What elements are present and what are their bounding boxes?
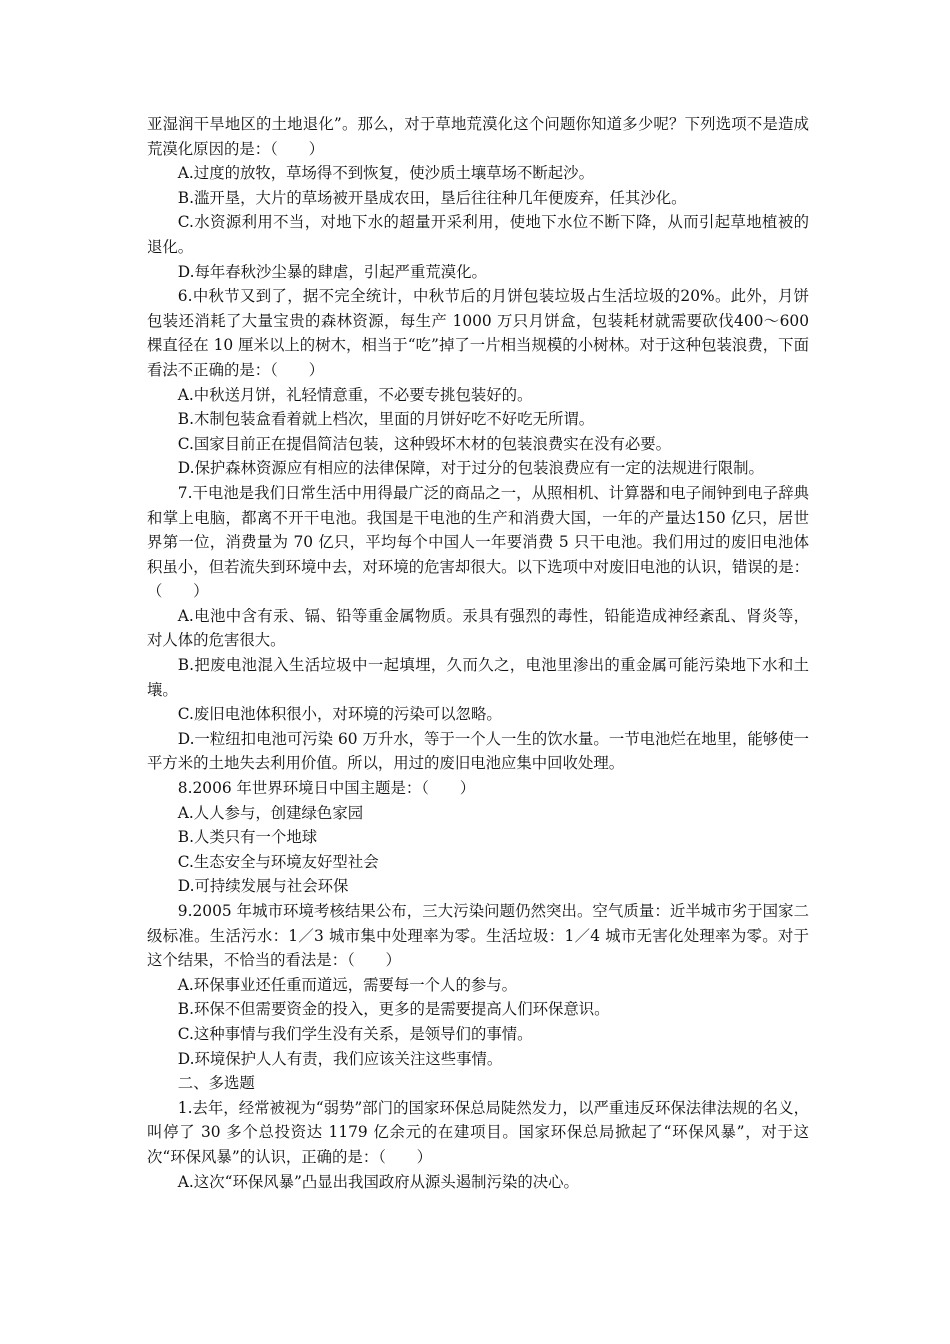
q6-option-d: D.保护森林资源应有相应的法律保障，对于过分的包装浪费应有一定的法规进行限制。: [177, 459, 764, 478]
q8-option-b: B.人类只有一个地球: [177, 828, 318, 847]
q8-option-a: A.人人参与，创建绿色家园: [177, 803, 364, 822]
q7-option-d: D.一粒纽扣电池可污染 60 万升水，等于一个人一生的饮水量。一节电池烂在地里，能够使一平方米的土地失去利用价值。所以，用过的废旧电池应集中回收处理。: [147, 729, 809, 773]
q6-option-b: B.木制包装盒看着就上档次，里面的月饼好吃不好吃无所谓。: [177, 410, 595, 429]
q7-option-c: C.废旧电池体积很小，对环境的污染可以忽略。: [177, 705, 502, 724]
q6-option-a: A.中秋送月饼，礼轻情意重，不必要专挑包装好的。: [177, 385, 533, 404]
document-page: [147, 112, 809, 1194]
q8-option-d: D.可持续发展与社会环保: [177, 877, 349, 896]
q7-option-b: B.把废电池混入生活垃圾中一起填埋，久而久之，电池里渗出的重金属可能污染地下水和土壤。: [147, 656, 809, 699]
q9-option-d: D.环境保护人人有责，我们应该关注这些事情。: [177, 1049, 503, 1068]
q8-option-c: C.生态安全与环境友好型社会: [177, 852, 379, 871]
q6-option-c: C.国家目前正在提倡简洁包装，这种毁坏木材的包装浪费实在没有必要。: [177, 434, 672, 453]
question-6: 6.中秋节又到了，据不完全统计，中秋节后的月饼包装垃圾占生活垃圾的20%。此外，月饼包装还消耗了大量宝贵的森林资源，每生产 1000 万只月饼盒，包装耗材就需要砍伐400～600 棵直径在 10 厘米以上的树木，相当于“吃”掉了一片相当规模的小树林。对于这种包装浪费，下面看法不正确的是：（ ）: [147, 287, 809, 379]
q9-option-c: C.这种事情与我们学生没有关系，是领导们的事情。: [177, 1024, 533, 1043]
question-7: 7.干电池是我们日常生活中用得最广泛的商品之一，从照相机、计算器和电子闹钟到电子辞典和掌上电脑，都离不开干电池。我国是干电池的生产和消费大国，一年的产量达150 亿只，居世界第一位，消费量为 70 亿只，平均每个中国人一年要消费 5 只干电池。我们用过的废旧电池体积虽小，但若流失到环境中去，对环境的危害却很大。以下选项中对废旧电池的认识，错误的是：（ ）: [147, 483, 809, 601]
q9-option-a: A.环保事业还任重而道远，需要每一个人的参与。: [177, 975, 518, 994]
q5-option-a: A.过度的放牧，草场得不到恢复，使沙质土壤草场不断起沙。: [177, 164, 594, 183]
q5-option-c: C.水资源利用不当，对地下水的超量开采利用，使地下水位不断下降，从而引起草地植被的退化。: [147, 213, 809, 256]
q5-option-d: D.每年春秋沙尘暴的肆虐，引起严重荒漠化。: [177, 262, 487, 281]
q9-option-b: B.环保不但需要资金的投入，更多的是需要提高人们环保意识。: [177, 1000, 610, 1019]
question-9: 9.2005 年城市环境考核结果公布，三大污染问题仍然突出。空气质量：近半城市劣于国家二级标准。生活污水：1／3 城市集中处理率为零。生活垃圾：1／4 城市无害化处理率为零。对于这个结果，不恰当的看法是：（ ）: [147, 902, 809, 970]
section-heading-multiple-choice: 二、多选题: [177, 1074, 255, 1093]
question-5-stem-continued: 亚湿润干旱地区的土地退化”。那么，对于草地荒漠化这个问题你知道多少呢？下列选项不是造成荒漠化原因的是：（ ）: [147, 115, 809, 158]
q5-option-b: B.滥开垦，大片的草场被开垦成农田，垦后往往种几年便废弃，任其沙化。: [177, 188, 687, 207]
multi-question-1: 1.去年，经常被视为“弱势”部门的国家环保总局陡然发力，以严重违反环保法律法规的名义，叫停了 30 多个总投资达 1179 亿余元的在建项目。国家环保总局掀起了“环保风暴”，对于这次“环保风暴”的认识，正确的是：（ ）: [147, 1098, 809, 1166]
q7-option-a: A.电池中含有汞、镉、铅等重金属物质。汞具有强烈的毒性，铅能造成神经紊乱、肾炎等，对人体的危害很大。: [147, 606, 809, 650]
multi-q1-option-a: A.这次“环保风暴”凸显出我国政府从源头遏制污染的决心。: [177, 1172, 579, 1191]
question-8: 8.2006 年世界环境日中国主题是：（ ）: [177, 779, 476, 798]
